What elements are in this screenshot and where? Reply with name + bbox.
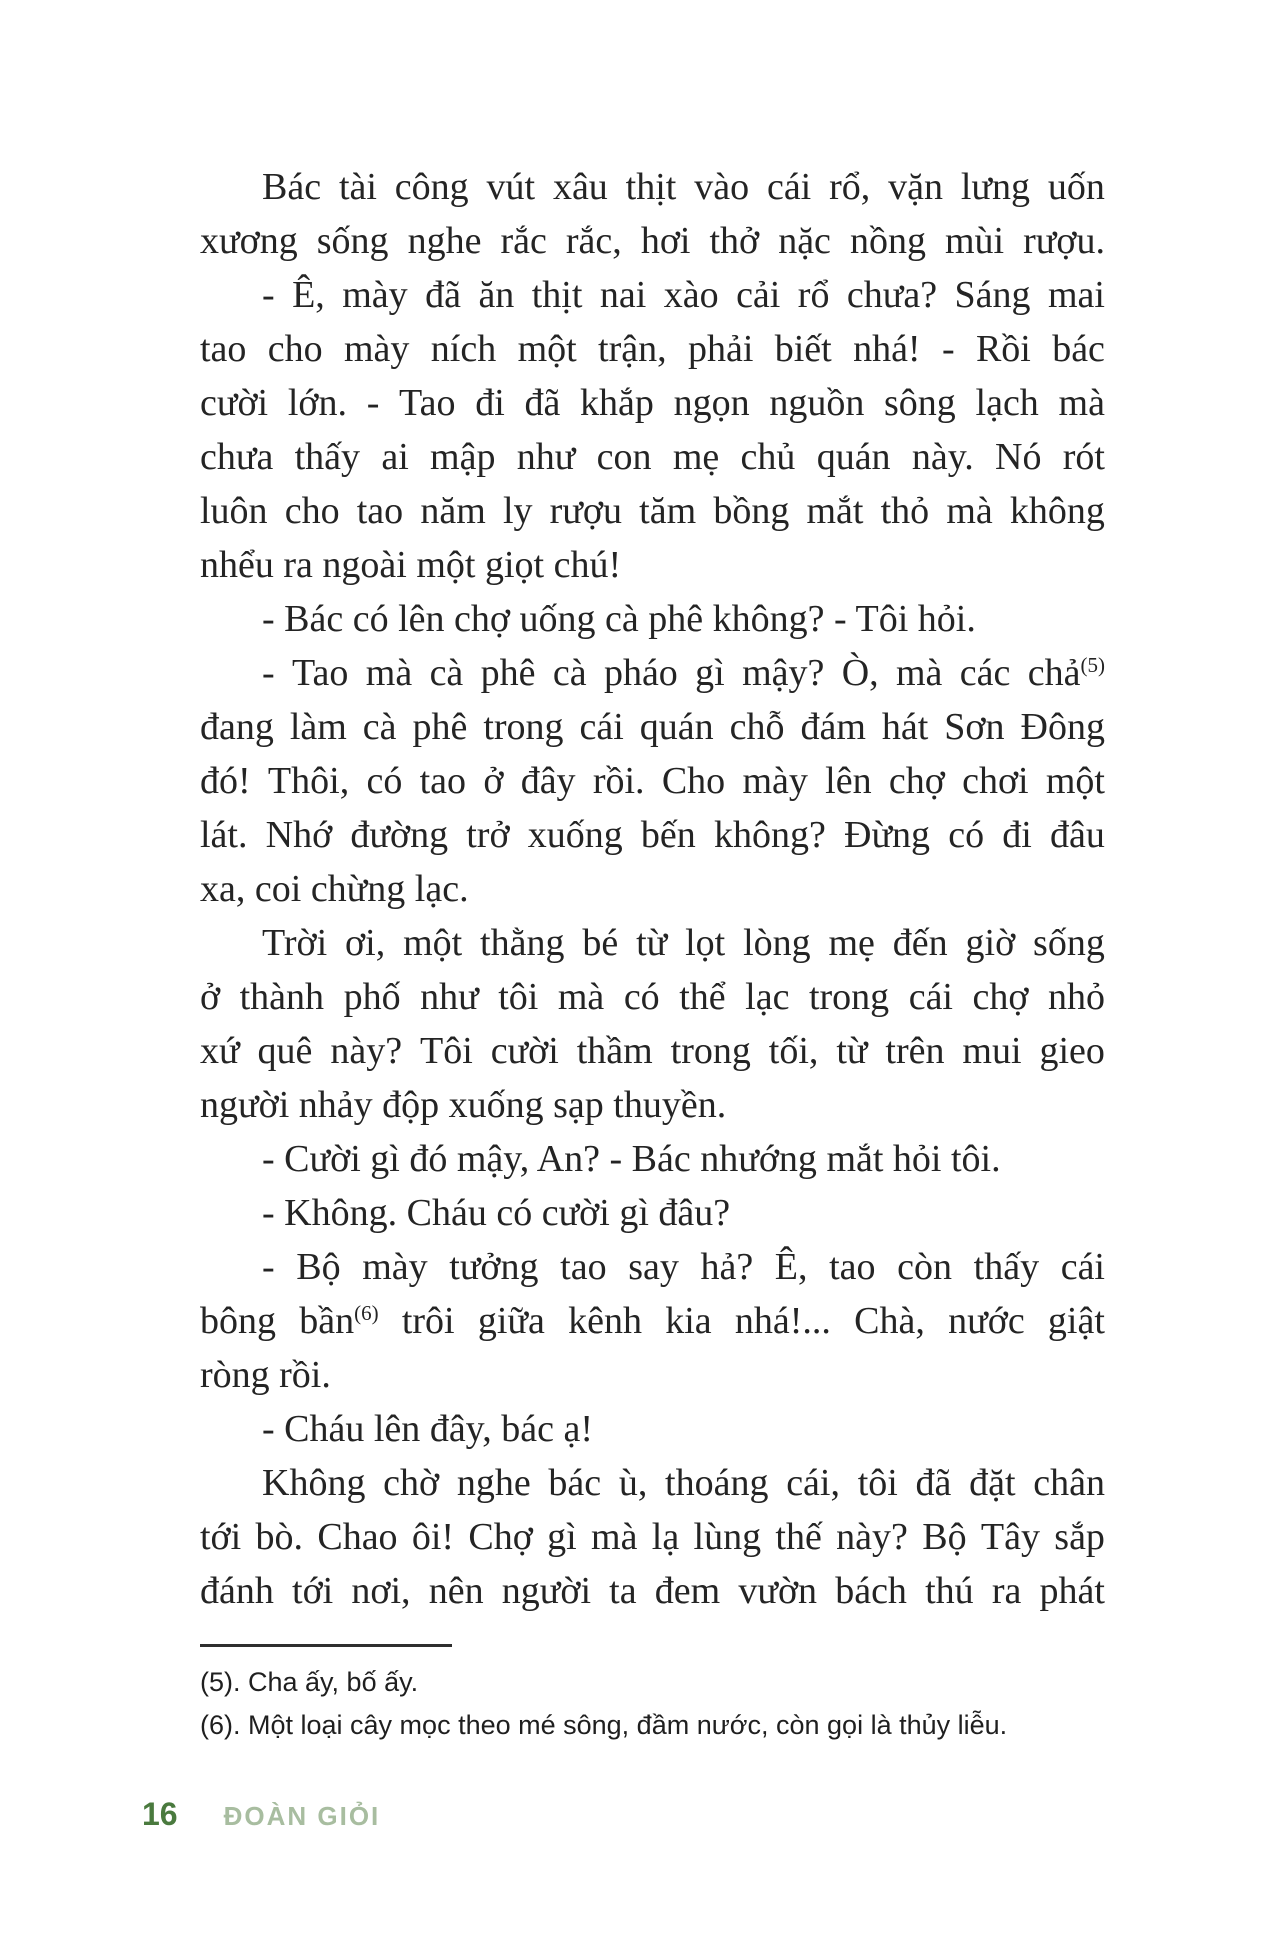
body-line: đánh tới nơi, nên người ta đem vườn bách thú ra phát <box>200 1570 1105 1612</box>
body-line: - Tao mà cà phê cà pháo gì mậy? Ò, mà các chả$^{(5)}$ <box>262 652 1105 694</box>
body-line: Bác tài công vút xâu thịt vào cái rổ, vặn lưng uốn <box>262 166 1105 208</box>
body-line: chưa thấy ai mập như con mẹ chủ quán này. Nó rót <box>200 436 1105 478</box>
body-text <box>200 160 1105 1618</box>
body-line: - Bộ mày tưởng tao say hả? Ê, tao còn thấy cái <box>262 1246 1105 1288</box>
body-line: bông bần$^{(6)}$ trôi giữa kênh kia nhá!... Chà, nước giật <box>200 1300 1105 1342</box>
body-line: xa, coi chừng lạc. <box>200 868 469 910</box>
body-line: Không chờ nghe bác ù, thoáng cái, tôi đã đặt chân <box>262 1462 1105 1504</box>
footnote-reference: (5) <box>1080 653 1105 677</box>
body-line: tao cho mày ních một trận, phải biết nhá! - Rồi bác <box>200 328 1105 370</box>
footnote-6: (6). Một loại cây mọc theo mé sông, đầm nước, còn gọi là thủy liễu. <box>200 1710 1008 1740</box>
body-line: xương sống nghe rắc rắc, hơi thở nặc nồng mùi rượu. <box>200 220 1105 262</box>
body-line: tới bò. Chao ôi! Chợ gì mà lạ lùng thế này? Bộ Tây sắp <box>200 1516 1105 1558</box>
body-line: - Bác có lên chợ uống cà phê không? - Tôi hỏi. <box>262 598 976 640</box>
footnotes-section <box>200 1644 1120 1747</box>
body-line: - Cháu lên đây, bác ạ! <box>262 1408 593 1450</box>
body-line: xứ quê này? Tôi cười thầm trong tối, từ trên mui gieo <box>200 1030 1105 1072</box>
body-line: luôn cho tao năm ly rượu tăm bồng mắt thỏ mà không <box>200 490 1105 532</box>
body-line: Trời ơi, một thằng bé từ lọt lòng mẹ đến giờ sống <box>262 922 1105 964</box>
body-line: đang làm cà phê trong cái quán chỗ đám hát Sơn Đông <box>200 706 1105 748</box>
body-line: lát. Nhớ đường trở xuống bến không? Đừng có đi đâu <box>200 814 1105 856</box>
footnote-reference: (6) <box>354 1301 379 1325</box>
body-line: ở thành phố như tôi mà có thể lạc trong cái chợ nhỏ <box>200 976 1105 1018</box>
body-line: - Không. Cháu có cười gì đâu? <box>262 1192 731 1234</box>
author-name: ĐOÀN GIỎI <box>223 1801 381 1831</box>
body-line: nhểu ra ngoài một giọt chú! <box>200 544 622 586</box>
page-footer <box>142 1796 380 1833</box>
page-number: 16 <box>142 1796 178 1832</box>
body-line: đó! Thôi, có tao ở đây rồi. Cho mày lên chợ chơi một <box>200 760 1105 802</box>
body-line: ròng rồi. <box>200 1354 331 1396</box>
body-line: cười lớn. - Tao đi đã khắp ngọn nguồn sông lạch mà <box>200 382 1105 424</box>
body-line: - Cười gì đó mậy, An? - Bác nhướng mắt hỏi tôi. <box>262 1138 1001 1180</box>
footnote-separator <box>200 1644 452 1647</box>
body-line: người nhảy độp xuống sạp thuyền. <box>200 1084 727 1126</box>
footnote-5: (5). Cha ấy, bố ấy. <box>200 1667 419 1697</box>
body-line: - Ê, mày đã ăn thịt nai xào cải rổ chưa? Sáng mai <box>262 274 1105 316</box>
